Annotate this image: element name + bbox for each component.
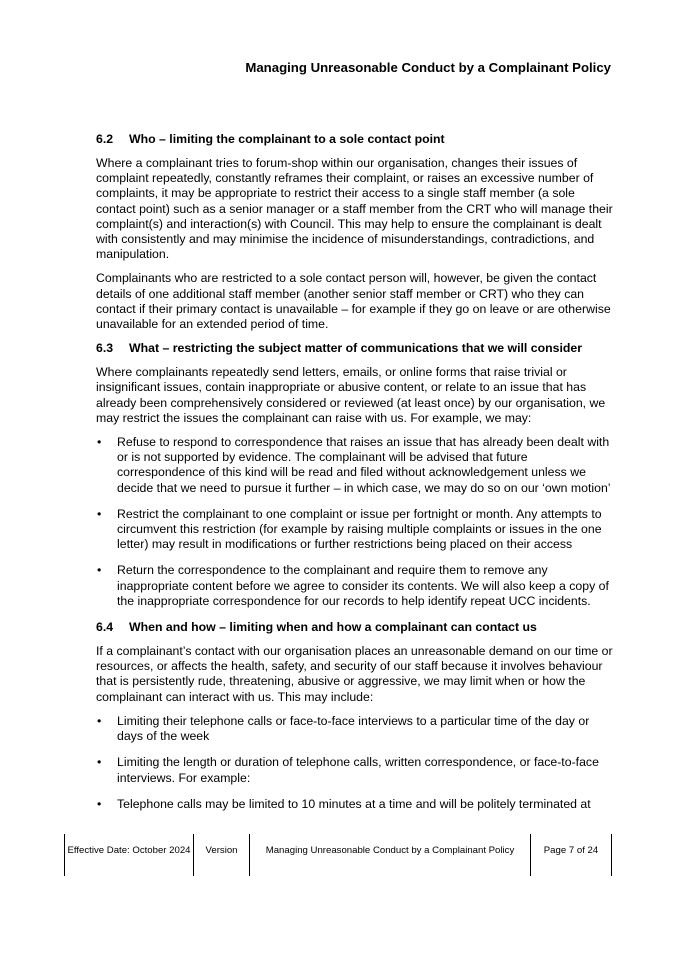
list-item: • Limiting their telephone calls or face-to-face interviews to a particular time of the day or days of the week [97,713,590,744]
bullet-icon: • [97,435,102,450]
page-content [96,132,614,823]
list-item: • Telephone calls may be limited to 10 minutes at a time and will be politely terminated at [97,796,591,811]
list-item: • Return the correspondence to the complainant and require them to remove any inappropriate content before we agree to consider its contents. We will also keep a copy of the inappropriate correspondence for our records to help identify repeat UCC incidents. [97,563,609,608]
bullet-icon: • [97,755,102,770]
bullet-list [96,714,614,812]
footer-document-title: Managing Unreasonable Conduct by a Complainant Policy [249,834,530,876]
paragraph: Where a complainant tries to forum-shop within our organisation, changes their issues of complaint repeatedly, constantly reframes their complaint, or raises an excessive number of complaints, it may be appropriate to restrict their access to a single staff member (a sole contact point) such as a senior manager or a staff member from the CRT who will manage their complaint(s) and interaction(s) with Council. This may help to ensure the complainant is dealt with consistently and may minimise the incidence of misunderstandings, contradictions, and manipulation. [96,156,613,262]
list-item: • Limiting the length or duration of telephone calls, written correspondence, or face-to-face interviews. For example: [97,755,599,785]
bullet-list [96,435,614,609]
section-heading-6-2 [96,132,614,147]
section-title: Who – limiting the complainant to a sole contact point [129,132,445,146]
section-number: 6.2 [96,132,114,146]
list-item: • Restrict the complainant to one complaint or issue per fortnight or month. Any attempts to circumvent this restriction (for example by raising multiple complaints or issues in the one letter) may result in modifications or further restrictions being placed on their access [97,506,602,552]
page-header-title: Managing Unreasonable Conduct by a Complainant Policy [245,60,611,75]
bullet-icon: • [97,506,102,521]
paragraph: If a complainant’s contact with our organisation places an unreasonable demand on our time or resources, or affects the health, safety, and security of our staff because it involves behaviour that is persistently rude, threatening, abusive or aggressive, we may limit when or how the complainant can interact with us. This may include: [96,644,613,704]
section-number: 6.4 [96,620,114,635]
paragraph: Where complainants repeatedly send letters, emails, or online forms that raise trivial or insignificant issues, contain inappropriate or abusive content, or relate to an issue that has already been comprehensively considered or reviewed (at least once) by our organisation, we may restrict the issues the complainant can raise with us. For example, we may: [96,365,606,425]
section-title: What – restricting the subject matter of communications that we will consider [129,341,583,356]
bullet-icon: • [97,796,102,811]
footer-page-number: Page 7 of 24 [530,834,612,876]
bullet-icon: • [97,713,102,728]
footer-version: Version [193,834,249,876]
section-number: 6.3 [96,341,114,356]
bullet-icon: • [97,563,102,578]
list-item: • Refuse to respond to correspondence that raises an issue that has already been dealt with or is not supported by evidence. The complainant will be advised that future correspondence of this kind will be read and filed without acknowledgement unless we decide that we need to pursue it further – in which case, we may do so on our ‘own motion’ [97,435,611,495]
section-heading-6-3 [96,341,614,356]
section-heading-6-4 [96,620,614,635]
page-footer [64,834,612,876]
section-title: When and how – limiting when and how a complainant can contact us [129,620,537,635]
footer-effective-date: Effective Date: October 2024 [64,834,193,876]
paragraph: Complainants who are restricted to a sole contact person will, however, be given the contact details of one additional staff member (another senior staff member or CRT) who they can contact if their primary contact is unavailable – for example if they go on leave or are otherwise unavailable for an extended period of time. [96,271,611,332]
